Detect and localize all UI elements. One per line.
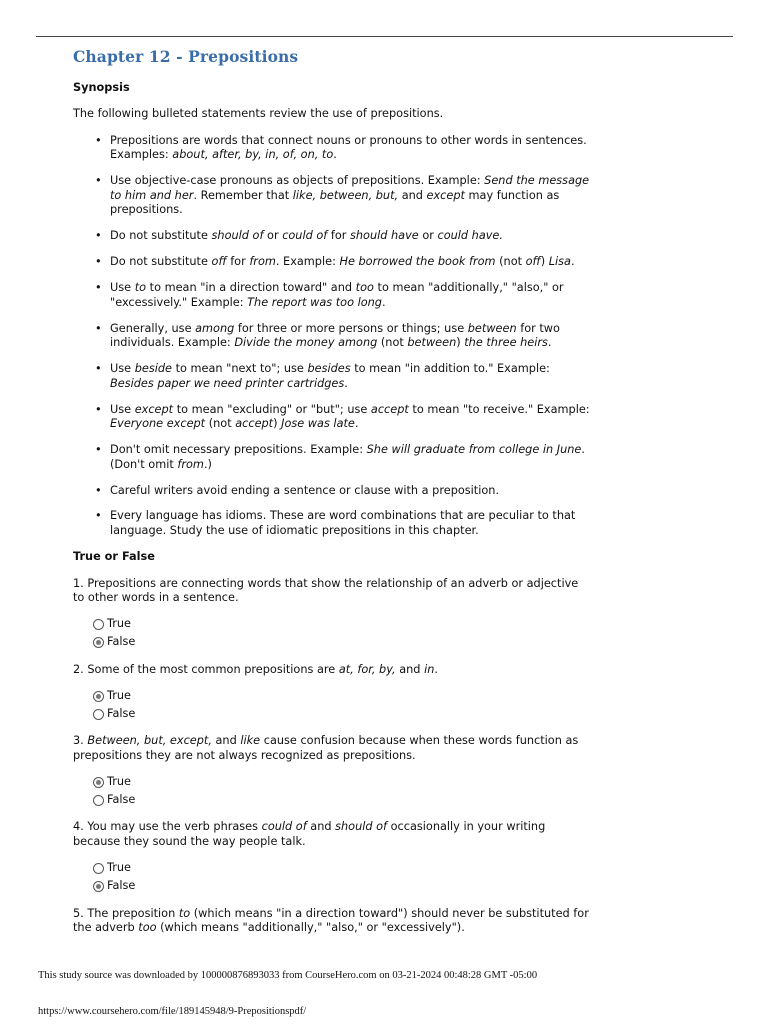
italic-text: could of	[261, 820, 307, 834]
question-list	[73, 577, 593, 936]
question-item	[73, 907, 593, 936]
text-run: )	[273, 417, 282, 431]
radio-button[interactable]	[93, 619, 104, 630]
italic-text: off	[211, 255, 227, 269]
italic-text: Lisa	[548, 255, 571, 269]
answer-options	[93, 773, 593, 809]
synopsis-bullet-list	[73, 134, 593, 539]
italic-text: off	[525, 255, 541, 269]
text-run: for three or more persons or things; use	[234, 321, 468, 335]
synopsis-bullet	[110, 174, 593, 218]
text-run: to mean "additionally," "also," or "excessively." Example:	[110, 281, 564, 309]
synopsis-bullet	[110, 484, 593, 499]
text-run: .	[547, 336, 552, 350]
text-run: and	[395, 662, 425, 676]
synopsis-bullet	[110, 443, 593, 472]
answer-option-true[interactable]	[93, 687, 593, 705]
question-text	[73, 907, 593, 936]
italic-text: Divide the money among	[234, 336, 378, 350]
option-label: False	[107, 635, 136, 649]
radio-button[interactable]	[93, 691, 104, 702]
text-run: to mean "next to"; use	[171, 362, 308, 376]
italic-text: accept	[370, 402, 409, 416]
top-rule	[36, 36, 733, 37]
text-run: . Remember that	[193, 188, 293, 202]
text-run: Don't omit necessary prepositions. Example:	[110, 443, 367, 457]
question-item	[73, 820, 593, 895]
text-run: .)	[203, 457, 212, 471]
italic-text: except	[426, 188, 465, 202]
text-run: (not	[495, 255, 526, 269]
text-run: .	[354, 417, 359, 431]
question-text	[73, 734, 593, 763]
text-run: to mean "in a direction toward" and	[146, 281, 356, 295]
answer-option-false[interactable]	[93, 791, 593, 809]
italic-text: between	[467, 321, 517, 335]
option-label: False	[107, 793, 136, 807]
text-run: Generally, use	[110, 321, 196, 335]
text-run: (not	[377, 336, 408, 350]
italic-text: accept	[235, 417, 274, 431]
true-false-heading: True or False	[73, 549, 155, 563]
text-run: 4. You may use the verb phrases	[73, 820, 262, 834]
text-run: Every language has idioms. These are word combinations that are peculiar to that language. Study the use of idiomatic prepositions in this chapter.	[110, 509, 576, 538]
text-run: Prepositions are words that connect nouns or pronouns to other words in sentences. Examples:	[110, 133, 587, 162]
text-run: and	[398, 188, 427, 202]
text-run: .	[434, 662, 438, 676]
text-run: occasionally in your writing because they sound the way people talk.	[73, 820, 546, 849]
text-run: 5. The preposition	[73, 906, 179, 920]
synopsis-bullet	[110, 509, 593, 538]
text-run: .	[381, 295, 386, 309]
option-label: True	[107, 861, 131, 875]
italic-text: could of	[282, 229, 328, 243]
text-run: . Example:	[275, 255, 340, 269]
synopsis-bullet	[110, 134, 593, 163]
synopsis-heading: Synopsis	[73, 80, 130, 94]
synopsis-bullet	[110, 322, 593, 351]
italic-text: the three heirs	[464, 336, 548, 350]
italic-text: She will graduate from college in June	[366, 443, 582, 457]
synopsis-bullet	[110, 229, 593, 244]
synopsis-bullet	[110, 362, 593, 391]
synopsis-bullet	[110, 255, 593, 270]
italic-text: except	[134, 402, 174, 416]
radio-button[interactable]	[93, 881, 104, 892]
option-label: False	[107, 879, 136, 893]
answer-options	[93, 616, 593, 652]
italic-text: like, between, but,	[292, 188, 399, 202]
text-run: for two individuals. Example:	[110, 321, 560, 350]
answer-option-false[interactable]	[93, 634, 593, 652]
italic-text: Jose was late	[281, 417, 355, 431]
text-run: or	[263, 229, 283, 243]
text-run: Careful writers avoid ending a sentence or clause with a preposition.	[110, 483, 500, 497]
radio-button[interactable]	[93, 777, 104, 788]
italic-text: to	[178, 906, 191, 920]
radio-button[interactable]	[93, 709, 104, 720]
text-run: (not	[205, 417, 236, 431]
text-run: Do not substitute	[110, 229, 212, 243]
italic-text: Besides paper we need printer cartridges	[110, 376, 345, 390]
text-run: Use objective-case pronouns as objects of prepositions. Example:	[110, 174, 485, 188]
text-run: Use	[110, 281, 135, 295]
answer-option-true[interactable]	[93, 773, 593, 791]
text-run: for	[226, 255, 250, 269]
text-run: Use	[110, 402, 135, 416]
text-run: )	[456, 336, 465, 350]
option-label: False	[107, 707, 136, 720]
text-run: 3.	[73, 734, 88, 748]
text-run: (which means "additionally," "also," or "excessively").	[156, 921, 465, 935]
text-run: to mean "excluding" or "but"; use	[173, 402, 371, 416]
italic-text: between	[407, 336, 457, 350]
text-run: )	[540, 255, 549, 269]
text-run: 2. Some of the most common prepositions are	[73, 662, 339, 676]
italic-text: should have	[349, 229, 419, 243]
radio-button[interactable]	[93, 637, 104, 648]
synopsis-bullet	[110, 281, 593, 310]
question-text	[73, 663, 593, 678]
synopsis-bullet	[110, 403, 593, 432]
text-run: 1. Prepositions are connecting words that show the relationship of an adverb or adjective to other words in a sentence.	[73, 576, 579, 605]
option-label: True	[107, 775, 131, 789]
italic-text: to	[134, 281, 147, 295]
answer-options	[93, 687, 593, 723]
text-run: (which means "in a direction toward") should never be substituted for the adverb	[73, 906, 589, 935]
chapter-title: Chapter 12 - Prepositions	[73, 47, 299, 66]
italic-text: The report was too long	[247, 295, 382, 309]
text-run: .	[570, 255, 575, 269]
document-body	[73, 47, 593, 946]
text-run: may function as prepositions.	[110, 188, 560, 217]
text-run: . (Don't omit	[110, 443, 585, 471]
italic-text: beside	[134, 362, 172, 376]
italic-text: Send the message to him and her	[110, 174, 590, 202]
question-item	[73, 734, 593, 809]
italic-text: from	[249, 255, 276, 269]
italic-text: besides	[307, 362, 351, 376]
italic-text: Everyone except	[110, 417, 206, 431]
text-run: to mean "in addition to." Example:	[350, 362, 550, 376]
option-label: True	[107, 617, 131, 631]
question-item	[73, 577, 593, 652]
question-text	[73, 820, 593, 849]
answer-options	[93, 860, 593, 896]
question-item	[73, 663, 593, 724]
radio-button[interactable]	[93, 795, 104, 806]
text-run: Do not substitute	[110, 255, 212, 269]
intro-text: The following bulleted statements review the use of prepositions.	[73, 107, 444, 121]
italic-text: from	[177, 457, 204, 471]
text-run: and	[211, 734, 241, 748]
text-run: or	[418, 229, 438, 243]
text-run: Use	[110, 362, 135, 376]
italic-text: about, after, by, in, of, on, to	[172, 148, 334, 162]
answer-option-false[interactable]	[93, 878, 593, 896]
italic-text: like	[240, 734, 261, 748]
answer-option-true[interactable]	[93, 616, 593, 634]
question-text	[73, 577, 593, 606]
text-run: for	[327, 229, 350, 243]
text-run: .	[333, 148, 337, 162]
answer-option-false[interactable]	[93, 705, 593, 723]
answer-option-true[interactable]	[93, 860, 593, 878]
italic-text: at, for, by,	[338, 662, 396, 676]
italic-text: should of	[335, 820, 388, 834]
option-label: True	[107, 689, 131, 702]
italic-text: Between, but, except,	[87, 734, 212, 748]
italic-text: He borrowed the book from	[339, 255, 496, 269]
italic-text: should of	[211, 229, 264, 243]
text-run: and	[306, 820, 336, 834]
italic-text: could have.	[437, 229, 503, 243]
text-run: .	[344, 376, 348, 390]
text-run: to mean "to receive." Example:	[408, 402, 590, 416]
source-url[interactable]: https://www.coursehero.com/file/189145948/9-Prepositionspdf/	[38, 1006, 307, 1017]
italic-text: among	[195, 321, 235, 335]
radio-button[interactable]	[93, 863, 104, 874]
italic-text: too	[355, 281, 374, 295]
italic-text: too	[138, 921, 157, 935]
download-source-note: This study source was downloaded by 100000876893033 from CourseHero.com on 03-21-2024 00:48:28 GMT -05:00	[38, 970, 538, 981]
italic-text: in	[424, 662, 435, 676]
text-run: cause confusion because when these words function as prepositions they are not always recognized as prepositions.	[73, 734, 579, 762]
